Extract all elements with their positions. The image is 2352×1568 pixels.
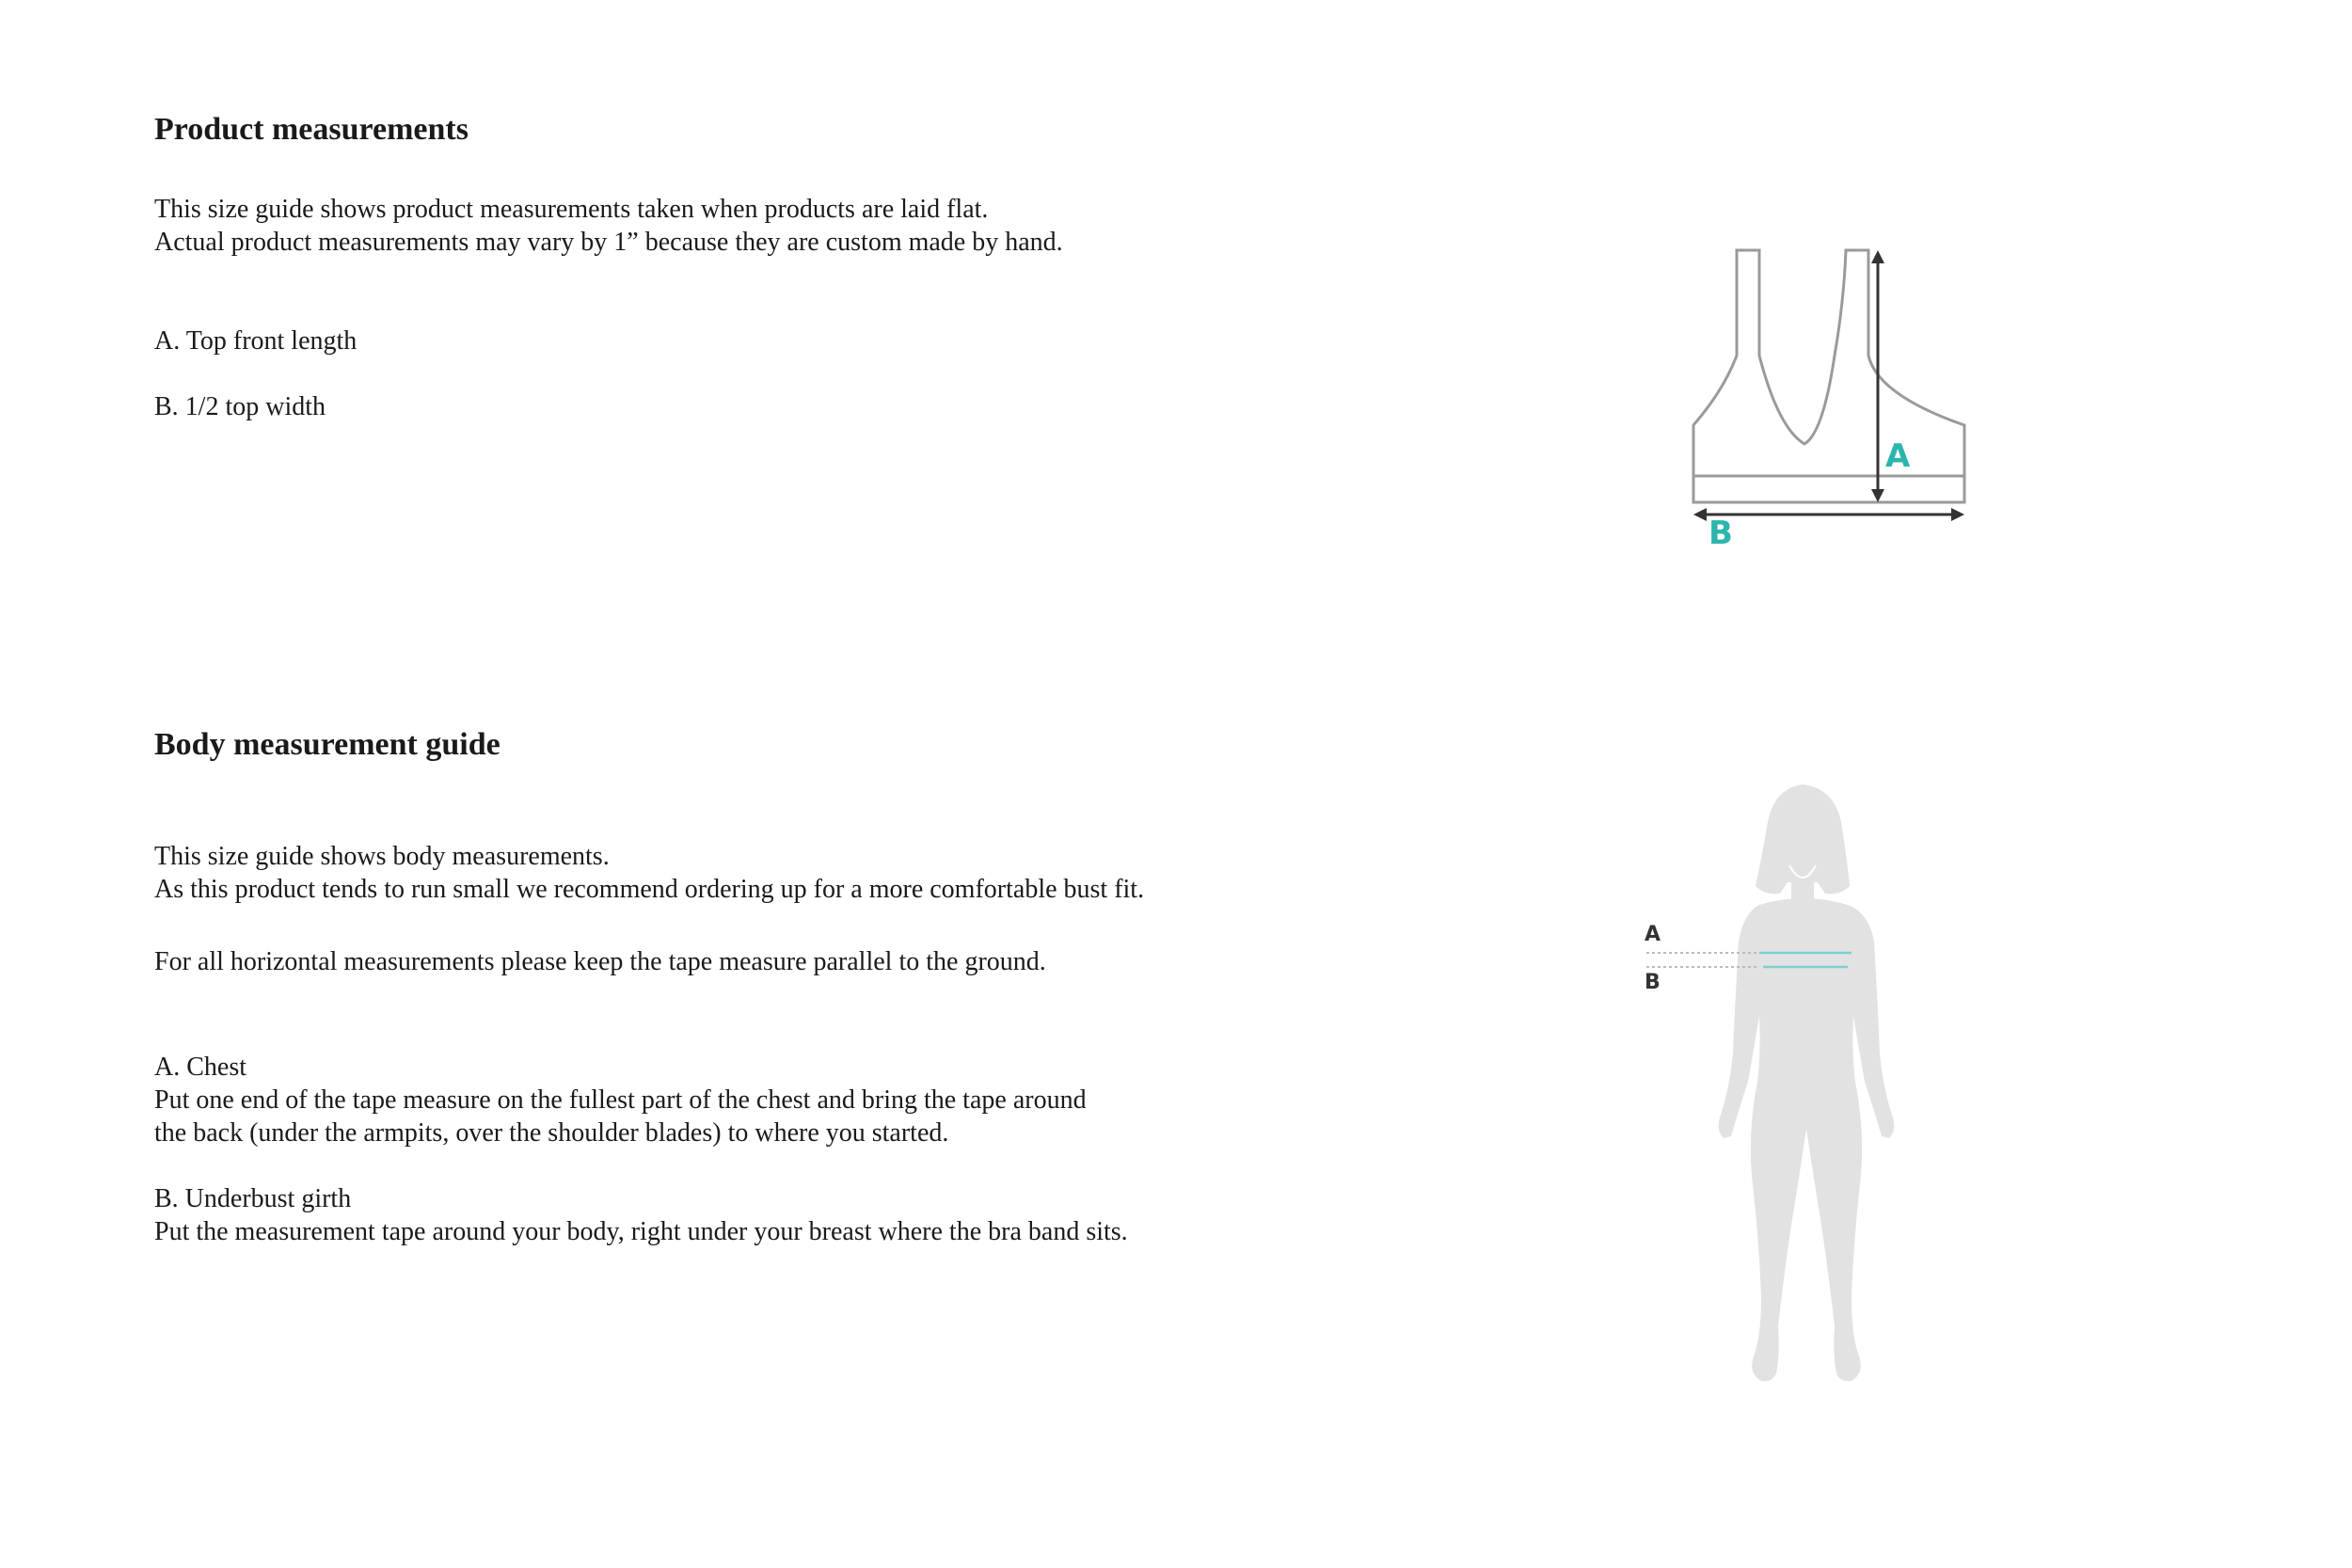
measurement-label: B. Underbust girth (154, 1183, 352, 1213)
body-measurement-title: Body measurement guide (154, 727, 501, 762)
arrow-a-line (1871, 250, 1884, 502)
product-intro (154, 193, 1283, 259)
body-intro (154, 840, 1283, 906)
body-intro-line: This size guide shows body measurements. (154, 841, 610, 871)
measurement-chest (154, 1051, 1283, 1149)
diagram-label-a: A (1885, 437, 1911, 475)
bra-top-outline (1693, 250, 1964, 502)
body-label-b: B (1645, 971, 1661, 994)
product-intro-line: Actual product measurements may vary by 1” because they are custom made by hand. (154, 227, 1063, 257)
bra-top-diagram (1656, 235, 1976, 555)
product-measurements-title: Product measurements (154, 112, 469, 147)
measurement-underbust (154, 1182, 1283, 1248)
measurement-description: Put the measurement tape around your body, right under your breast where the bra band sits. (154, 1216, 1128, 1246)
arrow-b-line (1693, 508, 1964, 521)
product-item-half-top-width: B. 1/2 top width (154, 391, 326, 421)
body-silhouette-diagram (1618, 771, 1957, 1411)
body-silhouette-svg (1618, 771, 1957, 1411)
measurement-description: Put one end of the tape measure on the fullest part of the chest and bring the tape around (154, 1085, 1087, 1115)
horizontal-measurement-note: For all horizontal measurements please keep the tape measure parallel to the ground. (154, 946, 1046, 976)
product-measurements-section (154, 111, 1283, 423)
body-measurement-section (154, 726, 1283, 1248)
product-intro-line: This size guide shows product measurements taken when products are laid flat. (154, 194, 989, 224)
body-silhouette (1719, 784, 1895, 1381)
bra-top-outline-svg (1656, 235, 1976, 555)
body-label-a: A (1645, 923, 1661, 946)
body-intro-line: As this product tends to run small we recommend ordering up for a more comfortable bust fit. (154, 874, 1145, 904)
measurement-description: the back (under the armpits, over the shoulder blades) to where you started. (154, 1117, 949, 1148)
product-item-top-front-length: A. Top front length (154, 325, 358, 356)
diagram-label-b: B (1708, 515, 1733, 552)
measurement-label: A. Chest (154, 1052, 246, 1082)
